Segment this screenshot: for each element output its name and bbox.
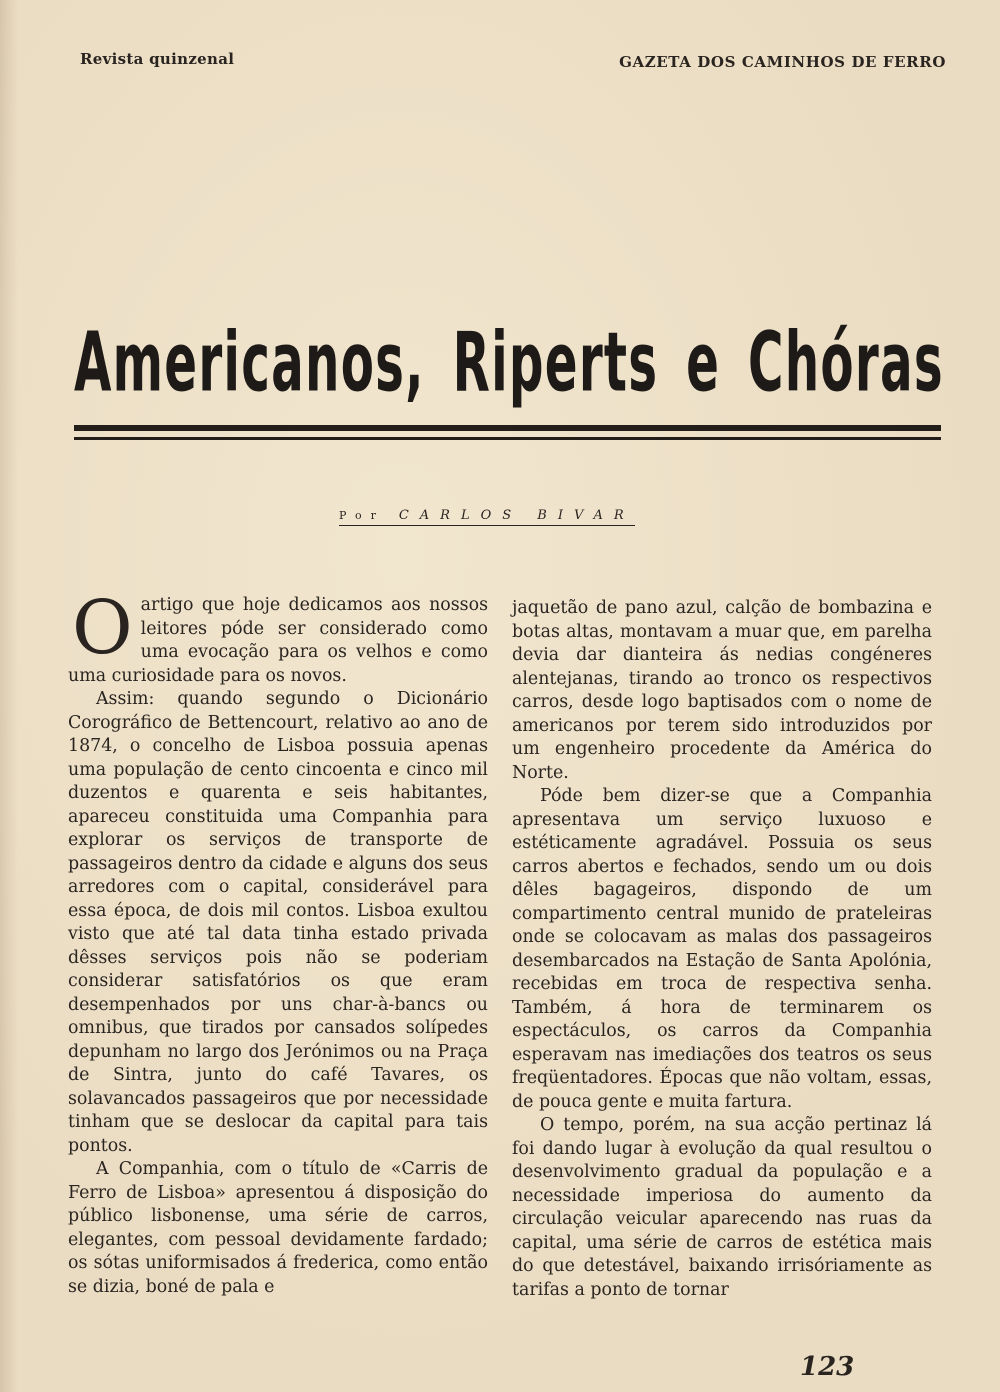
paragraph-text: artigo que hoje dedicamos aos nossos leitores póde ser considerado como uma evocação para os velhos e como uma curiosidade para os novos. <box>68 595 488 686</box>
paragraph: jaquetão de pano azul, calção de bombazina e botas altas, montavam a muar que, em parelha devia dar dianteira ás nedias congéneres alentejanas, tirando ao tronco os respectivos carros, desde logo baptisados com o nome de americanos por terem sido introduzidos por um engenheiro procedente da América do Norte. <box>512 598 932 783</box>
text-column-right <box>512 597 932 1302</box>
running-header-right: GAZETA DOS CAMINHOS DE FERRO <box>619 53 946 71</box>
byline <box>339 508 635 526</box>
title-rule-thin <box>74 437 941 440</box>
paragraph: Póde bem dizer-se que a Companhia apresentava um serviço luxuoso e estéticamente agradável. Possuia os seus carros abertos e fechados, sendo um ou dois dêles bagageiros, dispondo de um compartimento central munido de prateleiras onde se colocavam as malas dos passageiros desembarcados na Estação de Santa Apolónia, recebidas em troca de respectiva senha. Também, á hora de terminarem os espectáculos, os carros da Companhia esperavam nas imediações dos teatros os seus freqüentadores. Épocas que não voltam, essas, de pouca gente e muita fartura. <box>512 786 932 1112</box>
title-rule-thick <box>74 425 941 431</box>
article-title <box>74 300 944 426</box>
drop-cap: O <box>72 585 133 671</box>
byline-author: CARLOS BIVAR <box>398 508 635 523</box>
paragraph <box>68 585 488 688</box>
page-number: 123 <box>800 1352 855 1382</box>
byline-prefix: Por <box>339 509 385 522</box>
paragraph: A Companhia, com o título de «Carris de Ferro de Lisboa» apresentou á disposição do público lisbonense, uma série de carros, elegantes, com pessoal devidamente fardado; os sótas uniformisados á frederica, como então se dizia, boné de pala e <box>68 1159 488 1297</box>
text-column-left <box>68 585 488 1299</box>
paragraph: Assim: quando segundo o Dicionário Corográfico de Bettencourt, relativo ao ano de 1874, o concelho de Lisboa possuia apenas uma população de cento cincoenta e cinco mil duzentos e quarenta e seis habitantes, apareceu constituida uma Companhia para explorar os serviços de transporte de passageiros dentro da cidade e alguns dos seus arredores com o capital, considerável para essa época, de dois mil contos. Lisboa exultou visto que até tal data tinha estado privada dêsses serviços pois não se poderiam considerar satisfatórios os que eram desempenhados por uns char-à-bancs ou omnibus, que tirados por cansados solípedes depunham no largo dos Jerónimos ou na Praça de Sintra, junto do café Tavares, os solavancados passageiros que por necessidade tinham que se deslocar da capital para tais pontos. <box>68 689 488 1156</box>
article-title-text: Americanos, Riperts e Chóras <box>74 315 944 411</box>
running-header-left: Revista quinzenal <box>80 50 235 68</box>
paragraph: O tempo, porém, na sua acção pertinaz lá foi dando lugar à evolução da qual resultou o desenvolvimento gradual da população e a necessidade imperiosa do aumento da circulação veicular aparecendo nas ruas da capital, uma série de carros de estética mais do que detestável, baixando irrisóriamente as tarifas a ponto de tornar <box>512 1115 932 1300</box>
